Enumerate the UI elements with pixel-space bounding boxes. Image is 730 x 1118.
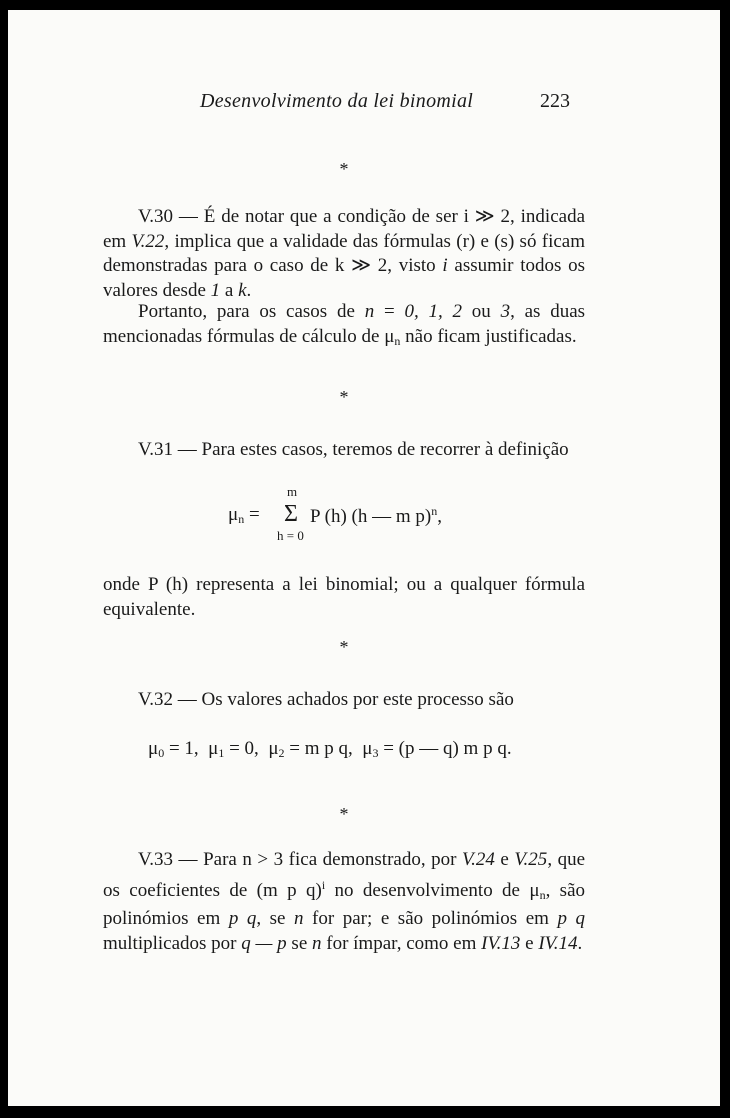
running-title: Desenvolvimento da lei binomial [200,90,474,112]
paragraph-v30-continued: Portanto, para os casos de n = 0, 1, 2 ou 3, as duas mencionadas fórmulas de cálculo de $\mu_n$ não ficam justificadas. [103,301,586,348]
summation-sign: Σ [284,501,298,527]
section-label: V.31 [138,439,174,460]
page-header [8,90,720,120]
moments-formula: $\mu_0 = 1$, $\mu_1 = 0$, $\mu_2 = m$ p q, $\mu_3 = (p$ — q) m p q. [148,738,512,760]
paragraph-v32: V.32 — Os valores achados por este processo são [138,689,514,710]
section-separator: * [339,804,349,824]
section-separator: * [339,387,349,407]
book-page: Desenvolvimento da lei binomial 223 * V.30 — É de notar que a condição de ser i ≫ 2, indicada em V.22, implica que a validade das fórmulas (r) e (s) só ficam demonstradas para o caso de k ≫ 2, visto i assumir todos os valores desde 1 a k. Portanto, para os casos de n = 0, 1, 2 ou 3, as duas mencionadas fórmulas de cálculo de $\mu_n$ não ficam justificadas. * V.31 — Para estes casos, teremos de recorrer à definição m $\mu_n$ = Σ P (h) (h — m p)$^n$, h = 0 onde P (h) representa a lei binomial; ou a qualquer fórmula equivalente. * V.32 — Os valores achados por este processo são $\mu_0 = 1$, $\mu_1 = 0$, $\mu_2 = m$ p q, $\mu_3 = (p$ — q) m p q. * V.33 — Para n > 3 fica demonstrado, por V.24 e V.25, que os coeficientes de (m p q)$^i$ no desenvolvimento de $\mu_n$, são polinómios em p q, se n for par; e são polinómios em p q multiplicados por q — p se n for ímpar, como em IV.13 e IV.14. [8,10,720,1106]
cross-reference: V.22 [131,230,165,252]
section-label: V.33 [138,849,174,870]
page-number: 223 [540,90,570,112]
paragraph-v30: V.30 — É de notar que a condição de ser i ≫ 2, indicada em V.22, implica que a validade das fórmulas (r) e (s) só ficam demonstradas para o caso de k ≫ 2, visto i assumir todos os valores desde 1 a k. [103,206,586,301]
section-label: V.32 [138,689,174,710]
paragraph-v33: V.33 — Para n > 3 fica demonstrado, por V.24 e V.25, que os coeficientes de (m p q)$^i$ no desenvolvimento de $\mu_n$, são polinómios em p q, se n for par; e são polinómios em p q multiplicados por q — p se n for ímpar, como em IV.13 e IV.14. [103,849,586,954]
section-separator: * [339,159,349,179]
paragraph-v31-after: onde P (h) representa a lei binomial; ou a qualquer fórmula equivalente. [103,574,585,620]
section-label: V.30 [138,206,174,227]
section-separator: * [339,637,349,657]
paragraph-v31: V.31 — Para estes casos, teremos de recorrer à definição [138,439,569,460]
